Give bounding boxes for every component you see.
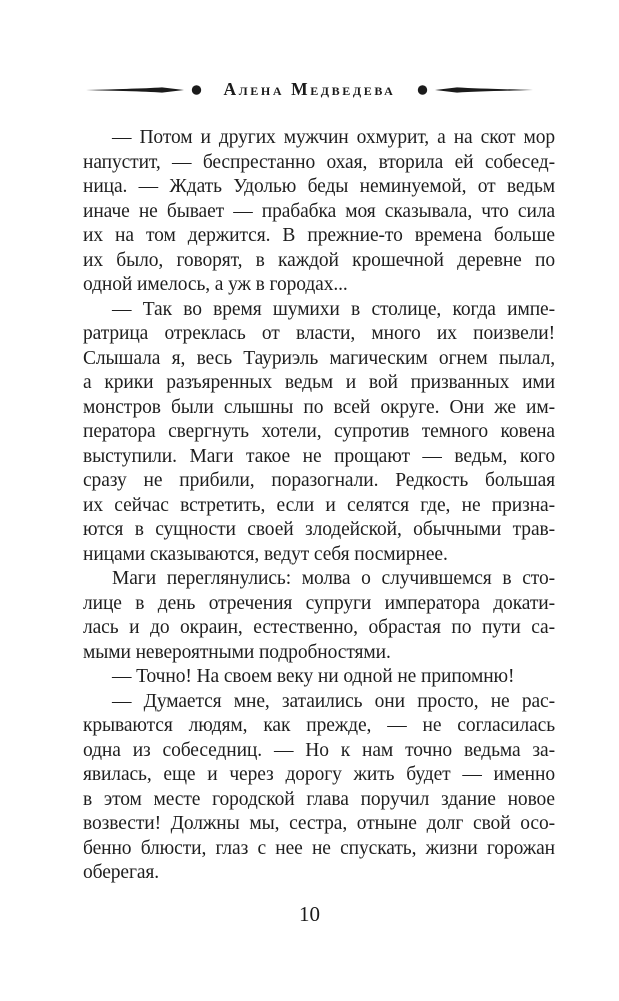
text-line: явилась, еще и через дорогу жить будет — именно (83, 764, 555, 785)
ornament-right-icon (417, 84, 533, 96)
text-line: иначе не бывает — прабабка моя сказывала, что сила (83, 200, 555, 222)
text-line: Маги переглянулись: молва о случившемся в сто- (112, 568, 555, 589)
text-line: — Потом и других мужчин охмурит, а на скот мор (112, 127, 555, 148)
text-line: — Думается мне, затаились они просто, не рас- (112, 690, 555, 712)
text-line: ратрица отреклась от власти, много их поизвели! (83, 323, 555, 344)
text-line: — Точно! На своем веку ни одной не припомню! (112, 666, 515, 687)
author-name: Алена Медведева (223, 79, 396, 99)
text-line: выступили. Маги такое не прощают — ведьм, кого (83, 445, 555, 467)
paragraph (83, 126, 555, 298)
text-line: крываются людям, как прежде, — не согласилась (83, 715, 555, 736)
ornament-left-icon (86, 84, 202, 96)
text-line: ницами сказываются, ведут себя посмирнее. (83, 543, 448, 565)
text-line: напустит, — беспрестанно охая, вторила ей собесед- (83, 151, 555, 173)
text-line: лице в день отречения супруги императора докати- (83, 592, 555, 614)
page-number: 10 (299, 902, 320, 926)
text-line: монстров были слышны по всей округе. Они же им- (83, 396, 555, 418)
text-line: их на том держится. В прежние-то времена больше (83, 225, 555, 246)
text-line: а крики разъяренных ведьм и вой призванных ими (83, 372, 555, 393)
text-line: бенно блюсти, глаз с нее не спускать, жизни горожан (83, 837, 555, 859)
text-line: их сейчас встретить, если и селятся где, не призна- (83, 494, 555, 516)
text-line: одной имелось, а уж в городах... (83, 274, 348, 295)
paragraph (83, 567, 555, 665)
text-line: ются в сущности своей злодейской, обычными трав- (83, 519, 555, 540)
paragraph (83, 690, 555, 886)
text-line: возвести! Должны мы, сестра, отныне долг свой осо- (83, 813, 555, 834)
text-line: лась и до окраин, естественно, обрастая по пути са- (83, 617, 555, 638)
text-line: их было, говорят, в каждой крошечной деревне по (83, 249, 555, 271)
text-line: оберегая. (83, 862, 160, 883)
text-line: в этом месте городской глава поручил здание новое (83, 788, 555, 810)
text-line: Слышала я, весь Тауриэль магическим огнем пылал, (83, 347, 555, 369)
paragraph (83, 298, 555, 568)
text-line: ница. — Ждать Удолью беды неминуемой, от ведьм (83, 176, 555, 197)
text-line: одна из собеседниц. — Но к нам точно ведьма за- (83, 739, 555, 761)
text-line: — Так во время шумихи в столице, когда импе- (112, 298, 555, 320)
paragraph (83, 665, 555, 690)
text-line: сразу не прибили, поразогнали. Редкость большая (83, 470, 555, 491)
page-header (0, 79, 619, 100)
page-footer (0, 902, 619, 927)
text-line: ператора свергнуть хотели, супротив темного ковена (83, 421, 555, 442)
body-text (83, 126, 555, 886)
text-line: мыми невероятными подробностями. (83, 641, 391, 663)
